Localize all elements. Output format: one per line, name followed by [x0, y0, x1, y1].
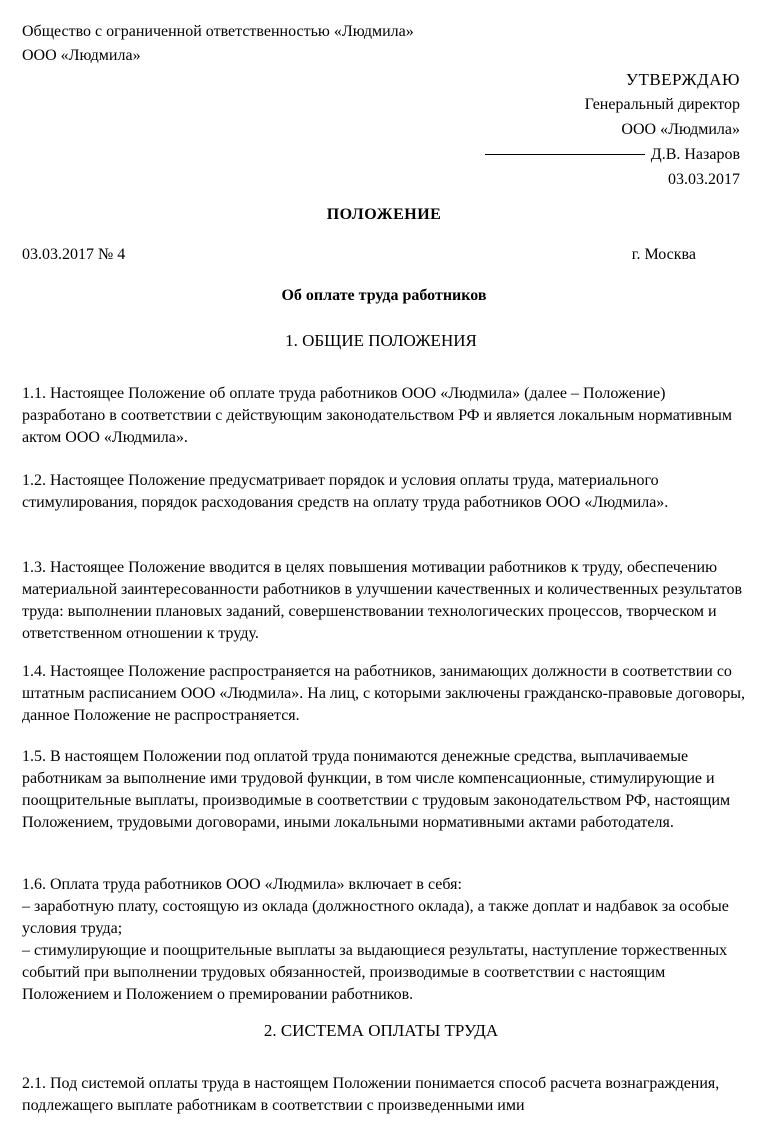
document-subject: Об оплате труда работников: [281, 287, 487, 304]
org-short-name: ООО «Людмила»: [22, 47, 141, 64]
section-1-heading: 1. ОБЩИЕ ПОЛОЖЕНИЯ: [285, 331, 477, 350]
signature-line: [485, 154, 645, 155]
approval-date: 03.03.2017: [668, 171, 740, 188]
paragraph-1-5: 1.5. В настоящем Положении под оплатой труда понимаются денежные средства, выплачиваемые работникам за выполнение ими трудовой функции, в том числе компенсационные, стимулирующие и поощрительные выплаты, производимые в соответствии с трудовым законодательством РФ, настоящим Положением, трудовыми договорами, иными локальными нормативными актами работодателя.: [22, 748, 731, 831]
document-city: г. Москва: [631, 246, 696, 263]
paragraph-1-1: 1.1. Настоящее Положение об оплате труда работников ООО «Людмила» (далее – Положение) разработано в соответствии с действующим законодательством РФ и является локальным нормативным актом ООО «Людмила».: [22, 385, 732, 446]
organization-header: [22, 20, 414, 68]
approval-block: [485, 67, 740, 192]
document-date-number: 03.03.2017 № 4: [22, 246, 126, 263]
approver-position: Генеральный директор: [584, 96, 740, 113]
paragraph-1-6: [22, 874, 748, 1006]
paragraph-1-6-intro: 1.6. Оплата труда работников ООО «Людмила» включает в себя:: [22, 876, 462, 893]
paragraph-1-6-item-1: – заработную плату, состоящую из оклада (должностного оклада), а также доплат и надбавок за особые условия труда;: [22, 898, 729, 937]
approval-title: УТВЕРЖДАЮ: [625, 70, 740, 89]
paragraph-1-6-item-2: – стимулирующие и поощрительные выплаты за выдающиеся результаты, наступление торжественных событий при выполнении трудовых обязанностей, производимые в соответствии с настоящим Положением и Положением о премировании работников.: [22, 942, 728, 1003]
paragraph-1-2: 1.2. Настоящее Положение предусматривает порядок и условия оплаты труда, материального стимулирования, порядок расходования средств на оплату труда работников ООО «Людмила».: [22, 472, 669, 511]
signature-row: [485, 142, 740, 167]
section-2-heading: 2. СИСТЕМА ОПЛАТЫ ТРУДА: [263, 1021, 499, 1040]
document-title: ПОЛОЖЕНИЕ: [326, 206, 442, 223]
paragraph-2-1: 2.1. Под системой оплаты труда в настоящем Положении понимается способ расчета вознаграждения, подлежащего выплате работникам в соответствии с произведенными ими: [22, 1075, 720, 1114]
org-full-name: Общество с ограниченной ответственностью «Людмила»: [22, 23, 414, 40]
paragraph-1-4: 1.4. Настоящее Положение распространяется на работников, занимающих должности в соответствии со штатным расписанием ООО «Людмила». На лиц, с которыми заключены гражданско-правовые договоры, данное Положение не распространяется.: [22, 663, 746, 724]
signer-name: Д.В. Назаров: [650, 146, 740, 163]
approver-org: ООО «Людмила»: [621, 121, 740, 138]
paragraph-1-3: 1.3. Настоящее Положение вводится в целях повышения мотивации работников к труду, обеспечению материальной заинтересованности работников в улучшении качественных и количественных результатов труда: выполнении плановых заданий, совершенствовании технологических процессов, творческом и ответственном отношении к труду.: [22, 559, 742, 642]
